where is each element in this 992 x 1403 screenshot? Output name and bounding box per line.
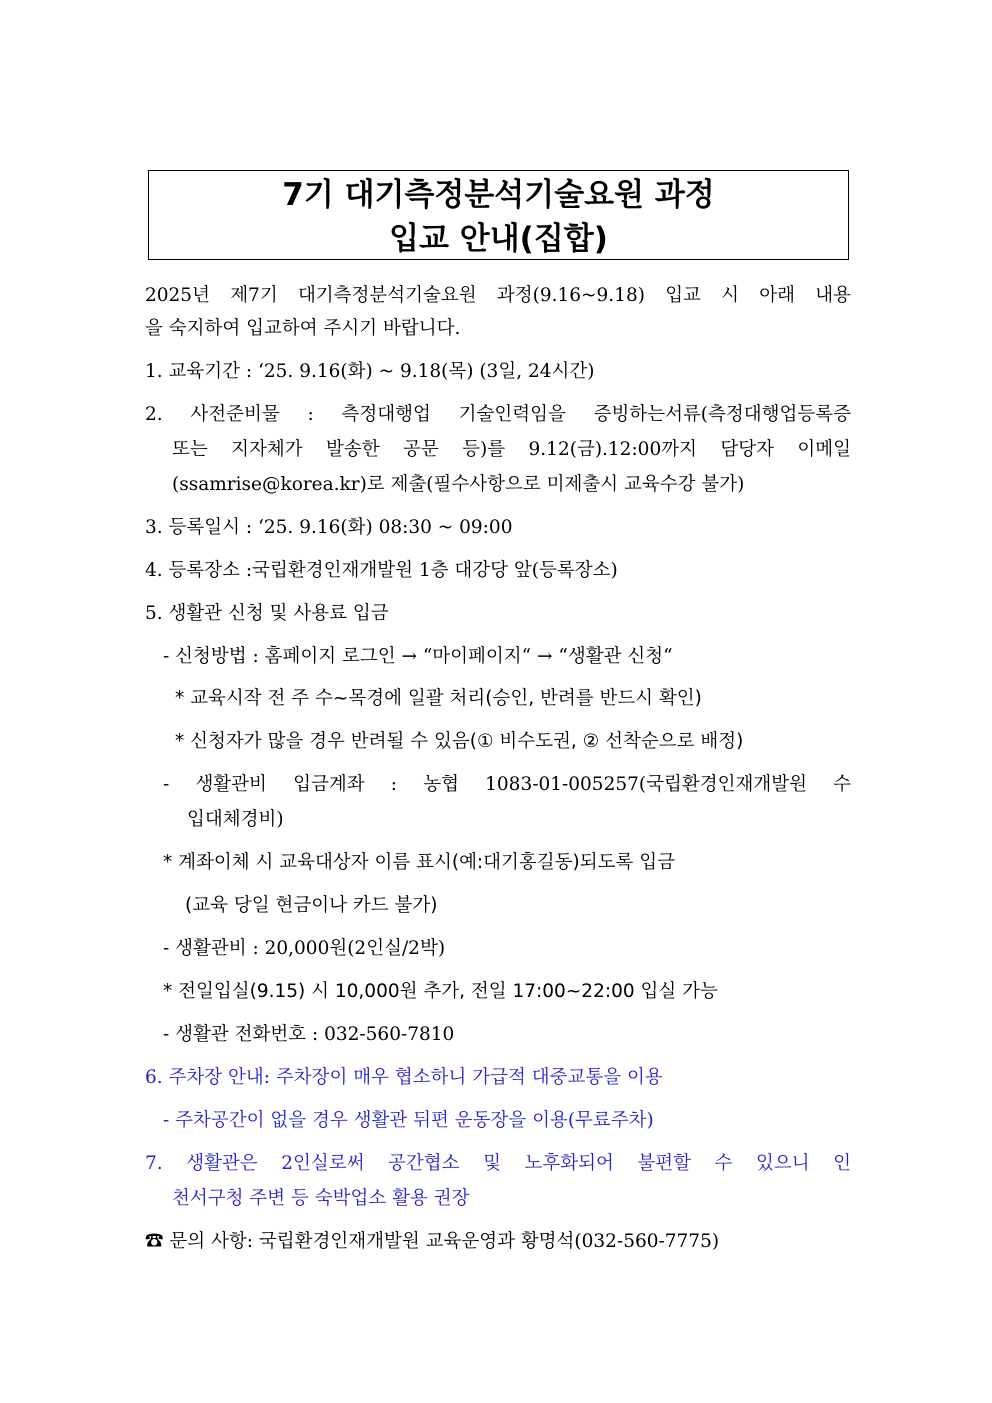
transfer-note: * 계좌이체 시 교육대상자 이름 표시(예:대기홍길동)되도록 입금: [163, 852, 675, 873]
item-prep-line-2: 또는 지자체가 발송한 공문 등)를 9.12(금).12:00까지 담당자 이메일: [172, 439, 851, 460]
intro-line-2: 을 숙지하여 입교하여 주시기 바랍니다.: [145, 318, 461, 339]
dorm-fee: - 생활관비 : 20,000원(2인실/2박): [163, 938, 446, 959]
item-reg-time: 3. 등록일시 : ‘25. 9.16(화) 08:30 ~ 09:00: [145, 517, 513, 538]
item-prep-line-1: 2. 사전준비물 : 측정대행업 기술인력임을 증빙하는서류(측정대행업등록증: [145, 404, 851, 425]
account-line-2: 입대체경비): [187, 809, 284, 830]
intro-line-1: 2025년 제7기 대기측정분석기술요원 과정(9.16~9.18) 입교 시 아래 내용: [145, 285, 851, 306]
dorm-phone: - 생활관 전화번호 : 032-560-7810: [163, 1024, 455, 1045]
dorm-method: - 신청방법 : 홈페이지 로그인 → “마이페이지“ → “생활관 신청“: [163, 646, 673, 667]
title-box: [148, 170, 849, 260]
dorm-note-2: * 신청자가 많을 경우 반려될 수 있음(① 비수도권, ② 선착순으로 배정): [175, 731, 744, 752]
dorm-note-1: * 교육시작 전 주 수~목경에 일괄 처리(승인, 반려를 반드시 확인): [175, 688, 702, 709]
title-line-2: 입교 안내(집합): [389, 221, 608, 257]
item-lodging-line-1: 7. 생활관은 2인실로써 공간협소 및 노후화되어 불편할 수 있으니 인: [145, 1153, 851, 1174]
contact-info: ☎ 문의 사항: 국립환경인재개발원 교육운영과 황명석(032-560-7775): [145, 1231, 720, 1252]
parking-sub: - 주차공간이 없을 경우 생활관 뒤편 운동장을 이용(무료주차): [163, 1110, 654, 1131]
transfer-note-2: (교육 당일 현금이나 카드 불가): [185, 895, 438, 916]
account-line-1: - 생활관비 입금계좌 : 농협 1083-01-005257(국립환경인재개발원 수: [163, 774, 851, 795]
item-dorm: 5. 생활관 신청 및 사용료 입금: [145, 603, 389, 624]
item-parking: 6. 주차장 안내: 주차장이 매우 협소하니 가급적 대중교통을 이용: [145, 1067, 663, 1088]
item-lodging-line-2: 천서구청 주변 등 숙박업소 활용 권장: [172, 1188, 470, 1209]
item-prep-line-3: (ssamrise@korea.kr)로 제출(필수사항으로 미제출시 교육수강 불가): [172, 474, 745, 495]
item-reg-place: 4. 등록장소 :국립환경인재개발원 1층 대강당 앞(등록장소): [145, 560, 618, 581]
title-line-1: 7기 대기측정분석기술요원 과정: [282, 177, 715, 213]
early-checkin-note: * 전일입실(9.15) 시 10,000원 추가, 전일 17:00~22:00 입실 가능: [163, 981, 718, 1002]
item-period: 1. 교육기간 : ‘25. 9.16(화) ~ 9.18(목) (3일, 24시간): [145, 361, 595, 382]
